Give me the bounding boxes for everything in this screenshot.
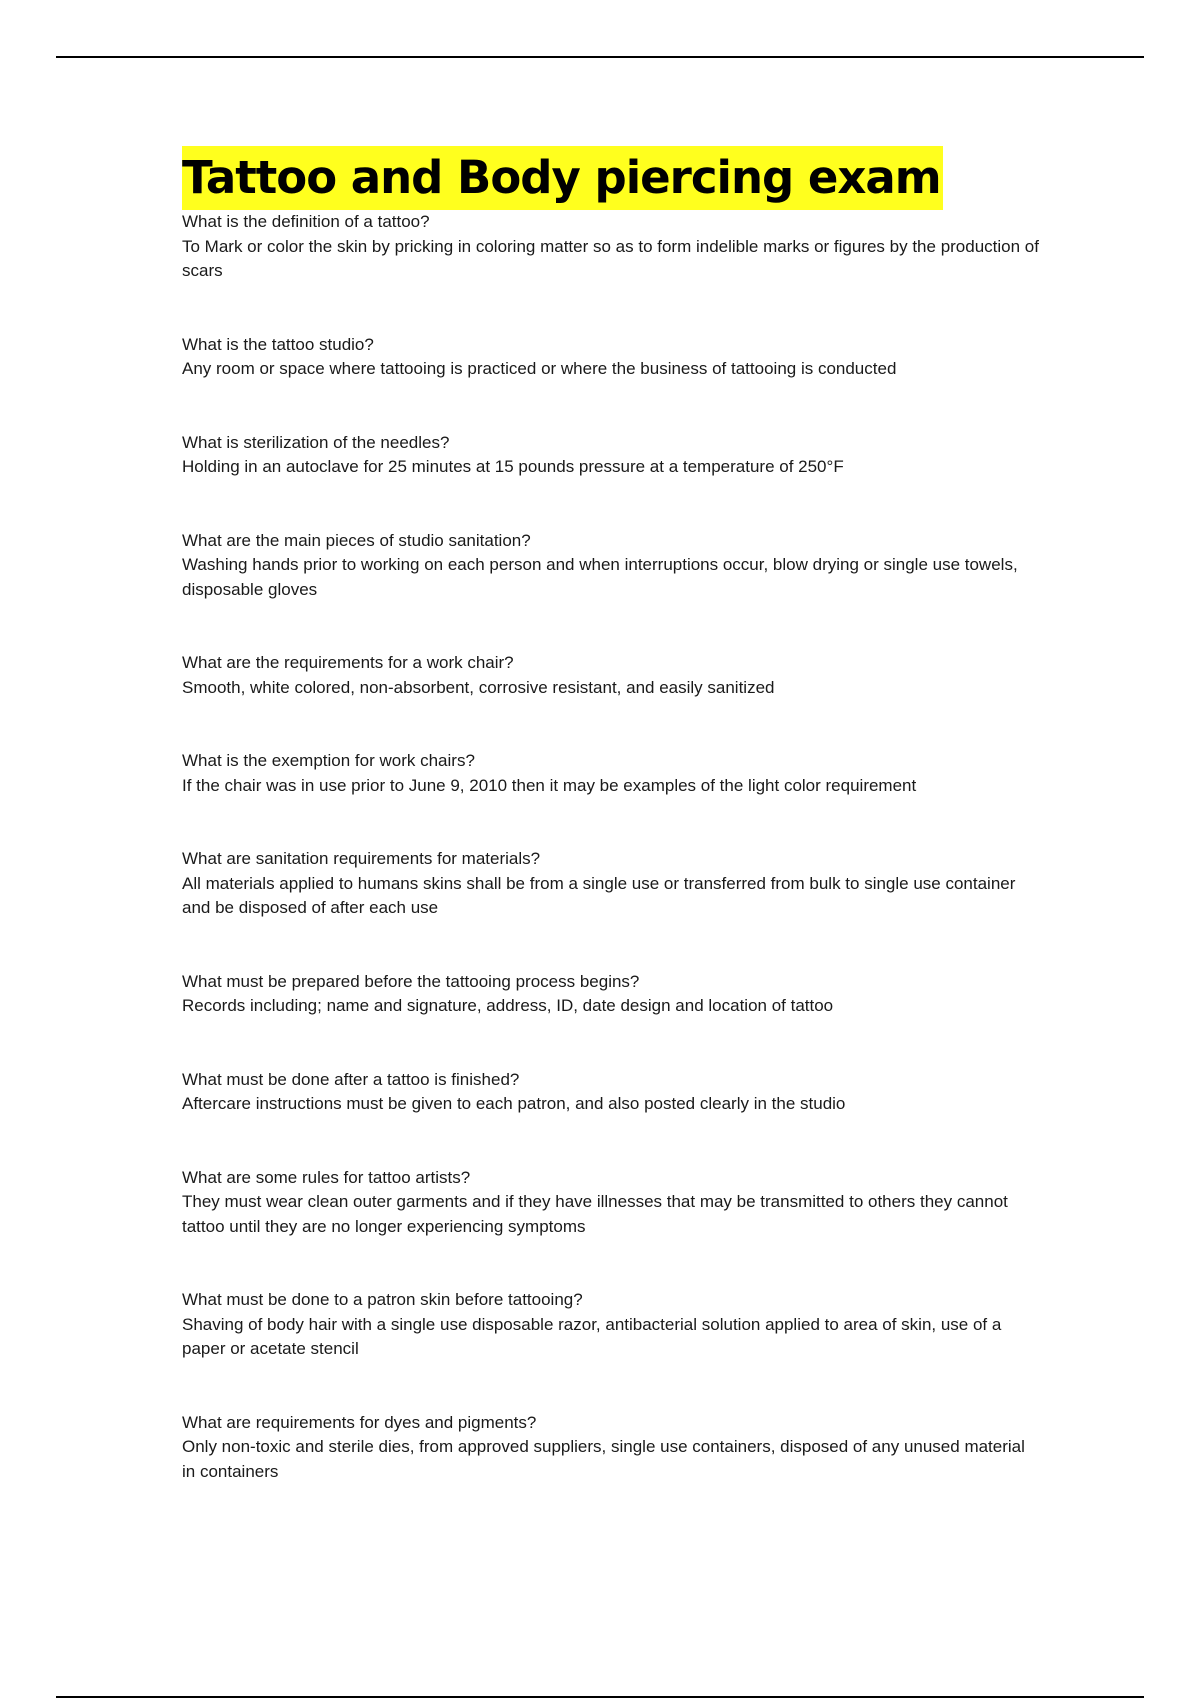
qa-list: [182, 210, 1042, 1484]
bottom-rule: [56, 1696, 1144, 1698]
question: What is the definition of a tattoo?: [182, 212, 430, 231]
question: What is the exemption for work chairs?: [182, 751, 475, 770]
answer: They must wear clean outer garments and if they have illnesses that may be transmitted to others they cannot tattoo until they are no longer experiencing symptoms: [182, 1192, 1008, 1236]
question: What are some rules for tattoo artists?: [182, 1167, 471, 1187]
question: What is sterilization of the needles?: [182, 432, 450, 452]
question: What must be done after a tattoo is finished?: [182, 1069, 520, 1089]
answer: If the chair was in use prior to June 9, 2010 then it may be examples of the light color requirement: [182, 775, 917, 795]
answer: Smooth, white colored, non-absorbent, corrosive resistant, and easily sanitized: [182, 677, 775, 697]
qa-item-5: [182, 651, 1042, 700]
answer: Only non-toxic and sterile dies, from approved suppliers, single use containers, disposed of any unused material in containers: [182, 1437, 1025, 1481]
qa-item-6: [182, 749, 1042, 798]
question: What are the requirements for a work chair?: [182, 653, 514, 672]
question: What are the main pieces of studio sanitation?: [182, 530, 531, 550]
qa-item-8: [182, 970, 1042, 1019]
question: What is the tattoo studio?: [182, 334, 374, 354]
answer: All materials applied to humans skins shall be from a single use or transferred from bulk to single use container and be disposed of after each use: [182, 873, 1016, 917]
answer: Shaving of body hair with a single use disposable razor, antibacterial solution applied to area of skin, use of a paper or acetate stencil: [182, 1314, 1002, 1358]
qa-item-2: [182, 333, 1042, 382]
qa-item-9: [182, 1068, 1042, 1117]
qa-item-10: [182, 1166, 1042, 1240]
qa-item-3: [182, 431, 1042, 480]
answer: Any room or space where tattooing is practiced or where the business of tattooing is conducted: [182, 359, 897, 378]
qa-item-7: [182, 847, 1042, 921]
answer: Washing hands prior to working on each person and when interruptions occur, blow drying or single use towels, disposable gloves: [182, 555, 1018, 599]
qa-item-1: [182, 210, 1042, 284]
question: What must be prepared before the tattooing process begins?: [182, 971, 640, 991]
qa-item-11: [182, 1288, 1042, 1362]
qa-item-4: [182, 529, 1042, 603]
question: What are requirements for dyes and pigments?: [182, 1412, 537, 1432]
answer: To Mark or color the skin by pricking in coloring matter so as to form indelible marks or figures by the production of scars: [182, 236, 1039, 280]
document-title: Tattoo and Body piercing exam: [182, 146, 943, 210]
answer: Records including; name and signature, address, ID, date design and location of tattoo: [182, 996, 834, 1015]
top-rule: [56, 56, 1144, 58]
qa-item-12: [182, 1411, 1042, 1485]
answer: Holding in an autoclave for 25 minutes at 15 pounds pressure at a temperature of 250°F: [182, 457, 844, 476]
document-body: [182, 146, 1042, 1484]
question: What are sanitation requirements for materials?: [182, 849, 541, 868]
question: What must be done to a patron skin before tattooing?: [182, 1290, 583, 1309]
answer: Aftercare instructions must be given to each patron, and also posted clearly in the studio: [182, 1094, 846, 1113]
